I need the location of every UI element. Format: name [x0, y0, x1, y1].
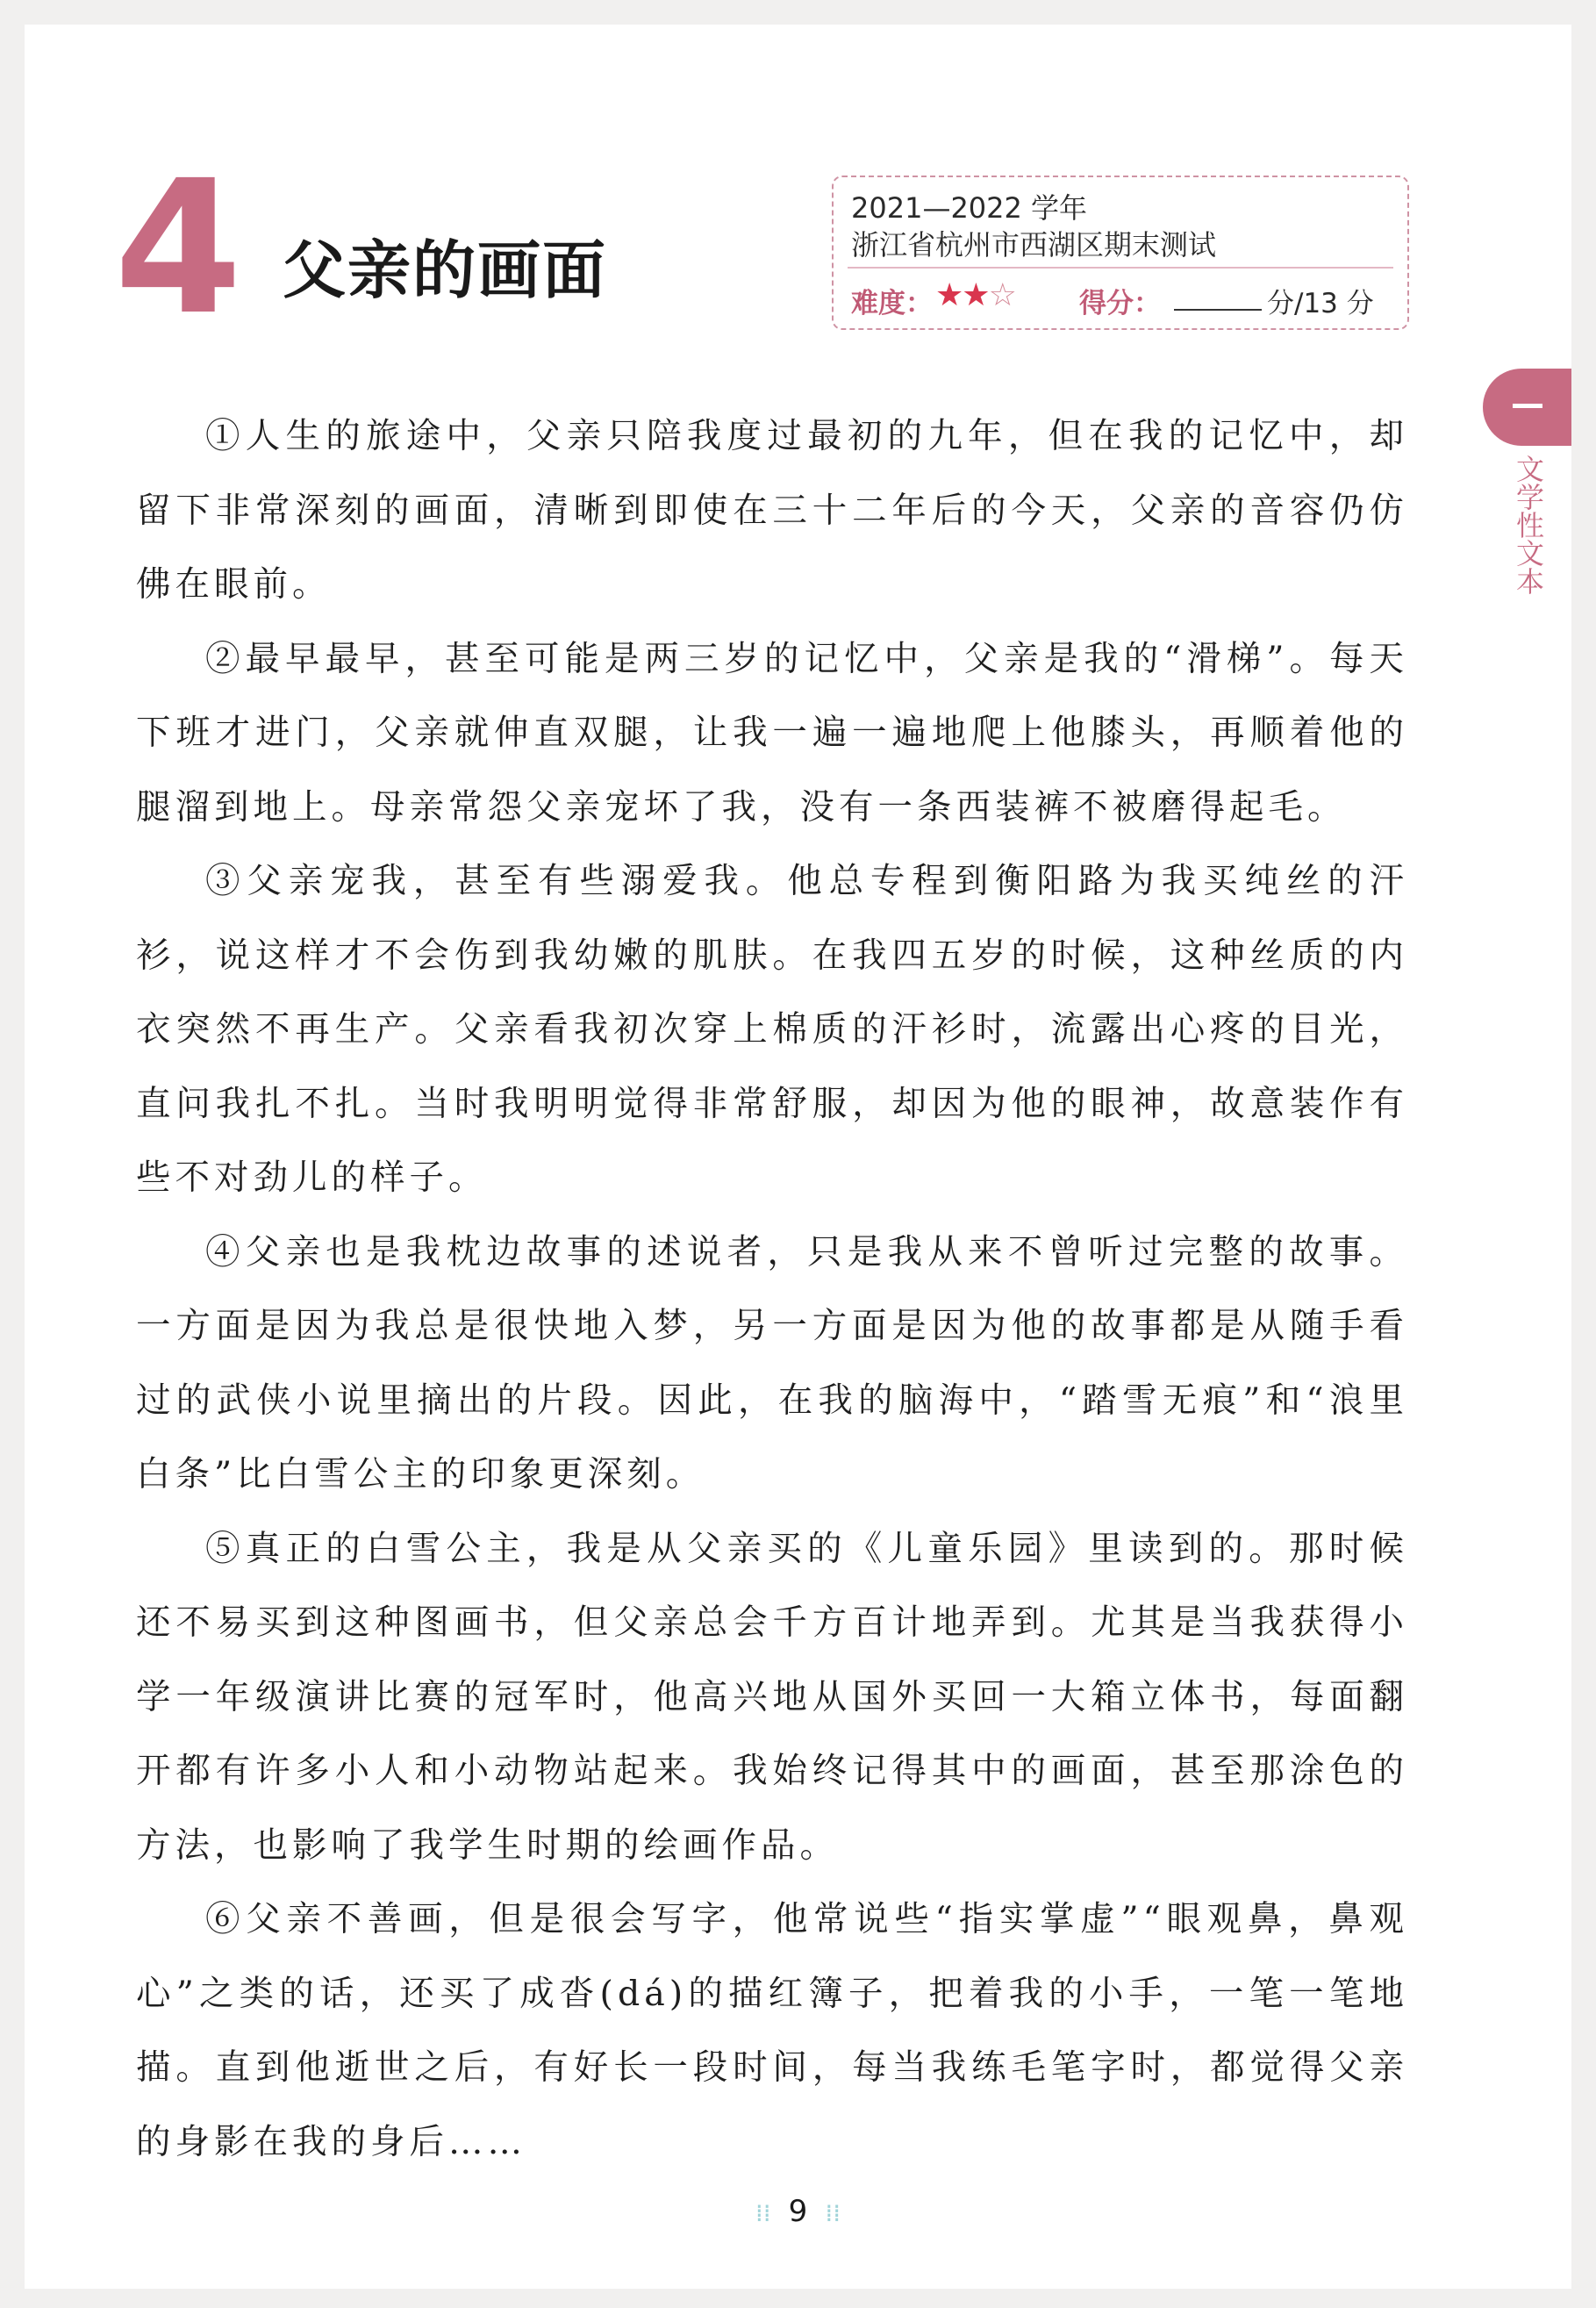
difficulty-rating [935, 277, 1015, 313]
score-total: 分/13 分 [1267, 288, 1374, 319]
star-icon-full: ★ [935, 277, 963, 313]
info-divider [848, 267, 1393, 269]
exam-year: 2021—2022 学年 [851, 191, 1088, 225]
article-body [136, 399, 1408, 2179]
section-tab-mark [1513, 404, 1542, 408]
dots-decoration-icon: ⁞⁞ [825, 2198, 841, 2227]
paragraph-5: ⑤真正的白雪公主，我是从父亲买的《儿童乐园》里读到的。那时候还不易买到这种图画书，但父亲总会千方百计地弄到。尤其是当我获得小学一年级演讲比赛的冠军时，他高兴地从国外买回一大箱立体书，每面翻开都有许多小人和小动物站起来。我始终记得其中的画面，甚至那涂色的方法，也影响了我学生时期的绘画作品。 [136, 1528, 1408, 1866]
paragraph-6: ⑥父亲不善画，但是很会写字，他常说些“指实掌虚”“眼观鼻，鼻观心”之类的话，还买了成沓(dá)的描红簿子，把着我的小手，一笔一笔地描。直到他逝世之后，有好长一段时间，每当我练毛笔字时，都觉得父亲的身影在我的身后…… [136, 1899, 1408, 2162]
lesson-title: 父亲的画面 [283, 233, 608, 307]
section-tab[interactable] [1483, 369, 1571, 446]
page-number: 9 [788, 2194, 808, 2229]
score-blank-line[interactable] [1174, 309, 1262, 311]
exam-name: 浙江省杭州市西湖区期末测试 [851, 228, 1217, 262]
exam-info-box [832, 176, 1409, 330]
paragraph-2: ②最早最早，甚至可能是两三岁的记忆中，父亲是我的“滑梯”。每天下班才进门，父亲就伸直双腿，让我一遍一遍地爬上他膝头，再顺着他的腿溜到地上。母亲常怨父亲宠坏了我，没有一条西装裤不被磨得起毛。 [136, 638, 1408, 828]
paragraph-3: ③父亲宠我，甚至有些溺爱我。他总专程到衡阳路为我买纯丝的汗衫，说这样才不会伤到我幼嫩的肌肤。在我四五岁的时候，这种丝质的内衣突然不再生产。父亲看我初次穿上棉质的汗衫时，流露出心疼的目光，直问我扎不扎。当时我明明觉得非常舒服，却因为他的眼神，故意装作有些不对劲儿的样子。 [136, 861, 1408, 1198]
difficulty-label: 难度： [851, 288, 933, 319]
paragraph-4: ④父亲也是我枕边故事的述说者，只是我从来不曾听过完整的故事。一方面是因为我总是很快地入梦，另一方面是因为他的故事都是从随手看过的武侠小说里摘出的片段。因此，在我的脑海中，“踏雪无痕”和“浪里白条”比白雪公主的印象更深刻。 [136, 1231, 1408, 1494]
paragraph-1: ①人生的旅途中，父亲只陪我度过最初的九年，但在我的记忆中，却留下非常深刻的画面，清晰到即使在三十二年后的今天，父亲的音容仍仿佛在眼前。 [136, 416, 1408, 605]
section-label: 文学性文本 [1512, 455, 1545, 595]
dots-decoration-icon: ⁞⁞ [755, 2198, 771, 2227]
score-label: 得分： [1079, 288, 1161, 319]
lesson-number: 4 [114, 140, 240, 355]
star-icon-full: ★ [962, 277, 989, 313]
page-footer [0, 2194, 1596, 2229]
star-icon-empty: ☆ [988, 277, 1015, 313]
